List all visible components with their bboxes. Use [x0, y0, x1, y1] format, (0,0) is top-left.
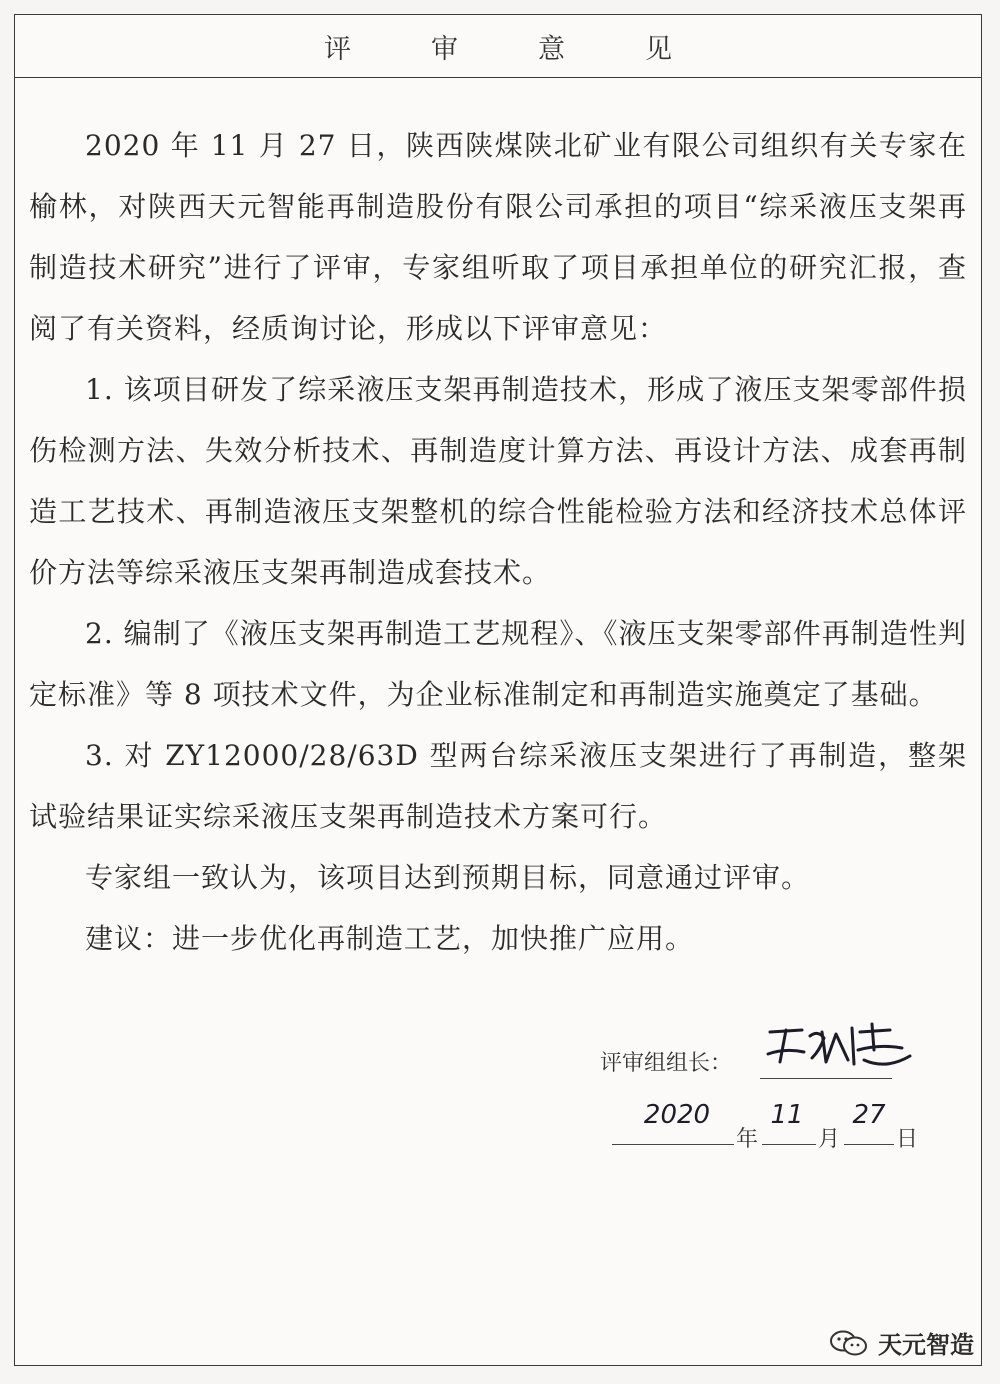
- paragraph-intro: 2020 年 11 月 27 日，陕西陕煤陕北矿业有限公司组织有关专家在榆林，对陕西天元智能再制造股份有限公司承担的项目“综采液压支架再制造技术研究”进行了评审，专家组听取了项目承担单位的研究汇报，查阅了有关资料，经质询讨论，形成以下评审意见：: [29, 129, 967, 345]
- paragraph-point-2: 2. 编制了《液压支架再制造工艺规程》、《液压支架零部件再制造性判定标准》等 8 项技术文件，为企业标准制定和再制造实施奠定了基础。: [29, 617, 967, 711]
- date-day-line: [844, 1144, 894, 1145]
- review-body: [29, 115, 967, 969]
- date-year-line: [612, 1144, 734, 1145]
- date-month-unit: 月: [818, 1127, 841, 1152]
- date-year-unit: 年: [736, 1127, 759, 1152]
- paragraph-suggestion: 建议：进一步优化再制造工艺，加快推广应用。: [85, 922, 695, 955]
- wechat-icon: [828, 1328, 870, 1358]
- review-form: [14, 14, 982, 1366]
- signature-line: [760, 1078, 892, 1079]
- date-day-unit: 日: [896, 1127, 919, 1152]
- form-header: [15, 15, 981, 78]
- paragraph-conclusion: 专家组一致认为，该项目达到预期目标，同意通过评审。: [85, 861, 811, 894]
- paragraph-point-1: 1. 该项目研发了综采液压支架再制造技术，形成了液压支架零部件损伤检测方法、失效分析技术、再制造度计算方法、再设计方法、成套再制造工艺技术、再制造液压支架整机的综合性能检验方法和经济技术总体评价方法等综采液压支架再制造成套技术。: [29, 373, 967, 589]
- signature-block: [600, 1010, 930, 1090]
- date-block: [610, 1100, 950, 1160]
- watermark-text: 天元智造: [878, 1331, 974, 1359]
- signature-label: 评审组组长：: [600, 1051, 733, 1076]
- date-year: 2020: [643, 1100, 711, 1130]
- date-month-line: [762, 1144, 816, 1145]
- form-title: 评审意见: [324, 33, 752, 65]
- paragraph-point-3: 3. 对 ZY12000/28/63D 型两台综采液压支架进行了再制造，整架试验结果证实综采液压支架再制造技术方案可行。: [29, 739, 967, 833]
- date-month: 11: [770, 1100, 804, 1130]
- date-day: 27: [852, 1100, 886, 1130]
- watermark: [828, 1325, 974, 1360]
- handwritten-signature: [740, 1010, 920, 1080]
